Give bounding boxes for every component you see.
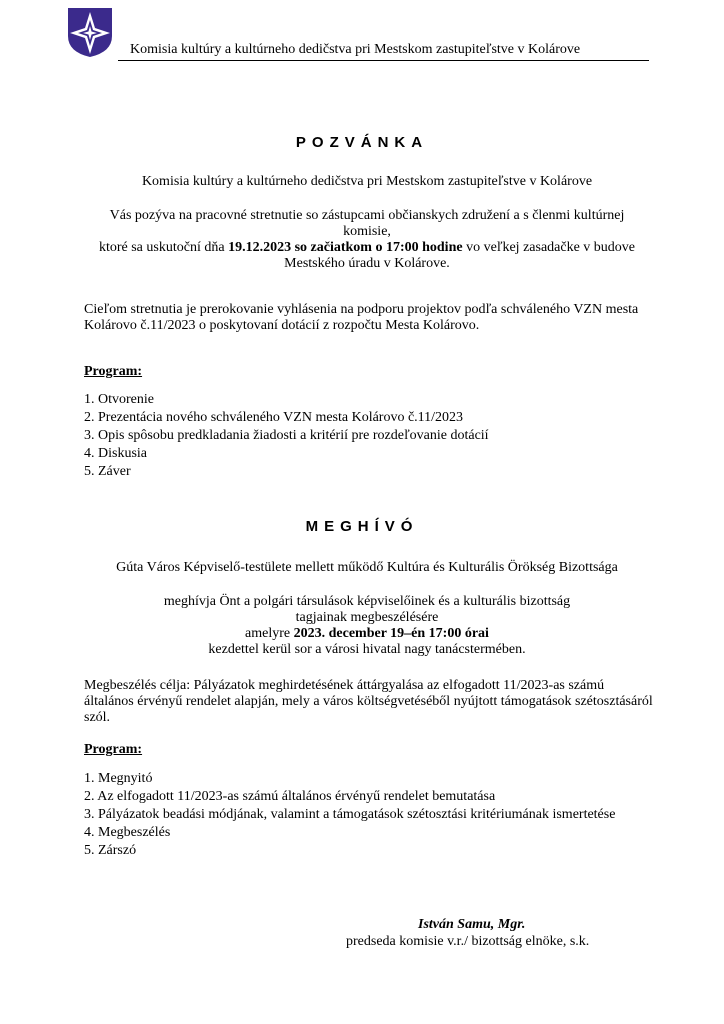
hu-invite-line1: meghívja Önt a polgári társulások képviselőinek és a kulturális bizottság tagjainak megbeszélésére — [163, 594, 571, 625]
sk-invite-date: 19.12.2023 so začiatkom o 17:00 hodine — [228, 240, 463, 255]
hu-title: MEGHÍVÓ — [305, 518, 419, 535]
hu-program-heading: Program: — [84, 742, 143, 757]
hu-invite-date-line — [160, 626, 574, 642]
list-item: 3. Opis spôsobu predkladania žiadosti a kritérií pre rozdeľovanie dotácií — [84, 428, 489, 443]
signatory-role: predseda komisie v.r./ bizottság elnöke, s.k. — [346, 934, 590, 949]
list-item: 2. Az elfogadott 11/2023-as számú általános érvényű rendelet bemutatása — [84, 789, 496, 804]
sk-invite-pre: ktoré sa uskutoční dňa — [98, 240, 229, 255]
hu-committee: Gúta Város Képviselő-testülete mellett működő Kultúra és Kulturális Örökség Bizottsága — [116, 560, 618, 575]
list-item: 4. Megbeszélés — [84, 825, 171, 840]
hu-purpose: Megbeszélés célja: Pályázatok meghirdetésének áttárgyalása az elfogadott 11/2023-as számú általános érvényű rendelet alapján, mely a város költségvetéséből nyújtott támogatások szétosztásáról szól. — [84, 678, 653, 725]
sk-title: POZVÁNKA — [295, 134, 429, 151]
list-item: 1. Otvorenie — [84, 392, 154, 407]
hu-invite-pre: amelyre — [245, 626, 294, 641]
hu-program-list — [84, 770, 615, 860]
hu-invite-date: 2023. december 19–én 17:00 órai — [293, 626, 489, 641]
list-item: 3. Pályázatok beadási módjának, valamint a támogatások szétosztási kritériumának ismertetése — [84, 807, 616, 822]
sk-purpose: Cieľom stretnutia je prerokovanie vyhlásenia na podporu projektov podľa schváleného VZN mesta Kolárovo č.11/2023 o poskytovaní dotácií z rozpočtu Mesta Kolárovo. — [84, 302, 639, 333]
hu-invitation — [160, 594, 574, 658]
sk-program-heading: Program: — [84, 364, 143, 379]
city-crest-logo — [66, 6, 114, 58]
list-item: 1. Megnyitó — [84, 771, 153, 786]
list-item: 2. Prezentácia nového schváleného VZN mesta Kolárovo č.11/2023 — [84, 410, 464, 425]
list-item: 5. Záver — [84, 464, 131, 479]
signatory-name: István Samu, Mgr. — [418, 917, 526, 932]
list-item: 5. Zárszó — [84, 843, 137, 858]
sk-program-list — [84, 391, 489, 481]
list-item: 4. Diskusia — [84, 446, 147, 461]
sk-committee: Komisia kultúry a kultúrneho dedičstva pri Mestskom zastupiteľstve v Kolárove — [141, 174, 593, 189]
header-divider — [118, 60, 649, 61]
sk-invite-post: vo veľkej zasadačke v budove Mestského úradu v Kolárove. — [284, 240, 636, 271]
hu-invite-post: kezdettel kerül sor a városi hivatal nagy tanácstermében. — [208, 642, 526, 657]
sk-invite-details — [84, 240, 650, 272]
sk-invitation — [84, 208, 650, 272]
header-committee-name: Komisia kultúry a kultúrneho dedičstva pri Mestskom zastupiteľstve v Kolárove — [130, 42, 581, 57]
sk-invite-line1: Vás pozýva na pracovné stretnutie so zástupcami občianskych združení a s členmi kultúrnej komisie, — [109, 208, 625, 239]
